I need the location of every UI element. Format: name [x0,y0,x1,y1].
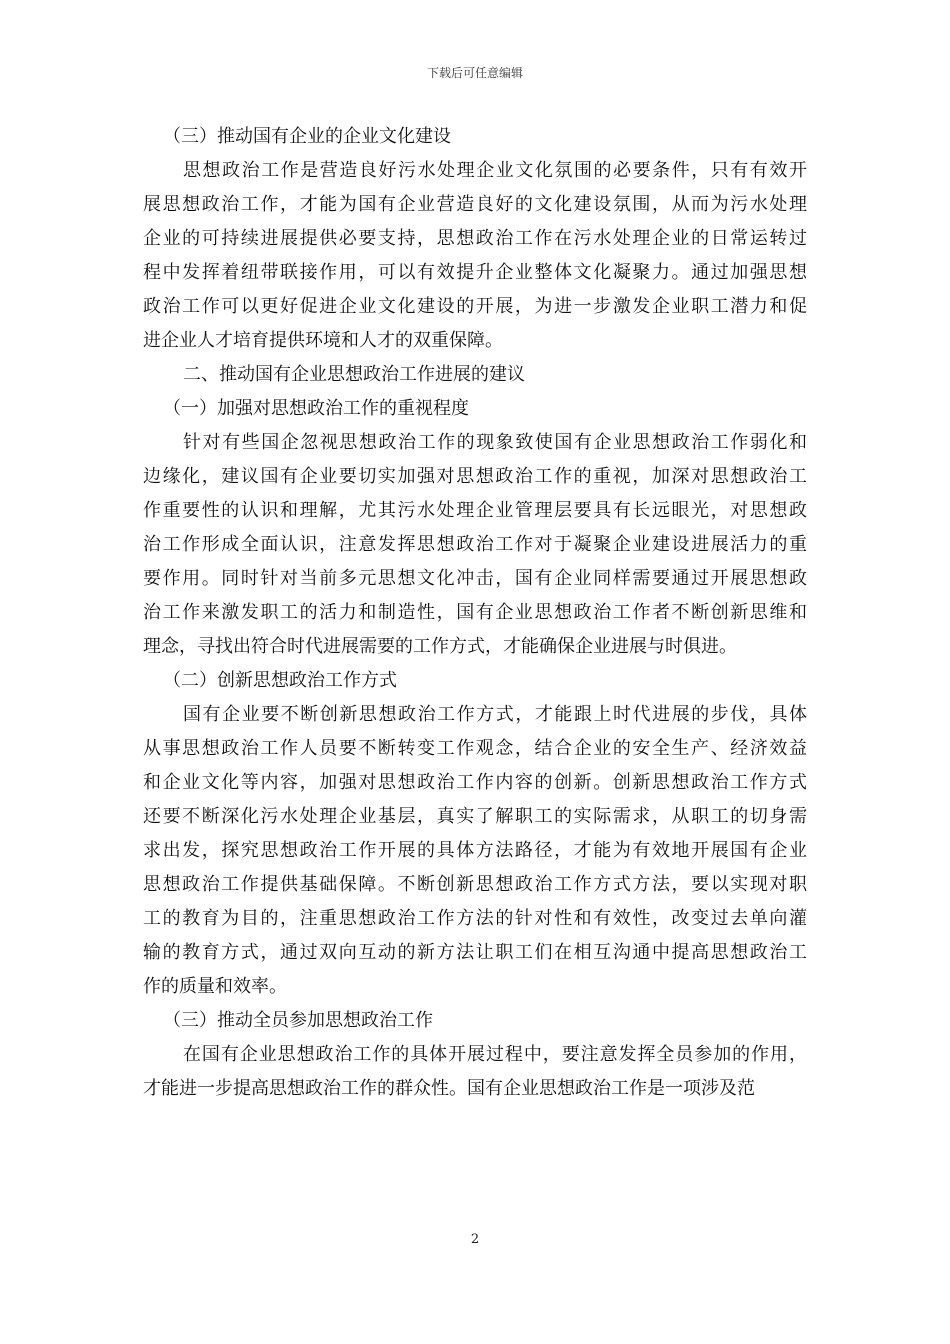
text-line: （二）创新思想政治工作方式 [163,670,397,691]
section-heading [143,120,807,154]
page-header: 下载后可任意编辑 [426,66,523,80]
text-line: 思想政治工作提供基础保障。不断创新思想政治工作方式方法，要以实现对职 [143,874,807,895]
text-line: （三）推动国有企业的企业文化建设 [163,126,451,147]
text-line: 边缘化，建议国有企业要切实加强对思想政治工作的重视，加深对思想政治工 [143,466,807,487]
section-heading [143,358,807,392]
section-heading [143,664,807,698]
text-line: （一）加强对思想政治工作的重视程度 [163,398,469,419]
text-line: 政治工作可以更好促进企业文化建设的开展，为进一步激发企业职工潜力和促 [143,296,807,317]
text-line: 和企业文化等内容，加强对思想政治工作内容的创新。创新思想政治工作方式 [143,772,807,793]
text-line: 还要不断深化污水处理企业基层，真实了解职工的实际需求，从职工的切身需 [143,806,807,827]
text-line: 思想政治工作是营造良好污水处理企业文化氛围的必要条件，只有有效开 [183,160,807,181]
text-line: 程中发挥着纽带联接作用，可以有效提升企业整体文化凝聚力。通过加强思想 [143,262,807,283]
text-line: 治工作来激发职工的活力和制造性，国有企业思想政治工作者不断创新思维和 [143,602,807,623]
body-paragraph [143,426,807,664]
text-line: 企业的可持续进展提供必要支持，思想政治工作在污水处理企业的日常运转过 [143,228,807,249]
text-line: 二、推动国有企业思想政治工作进展的建议 [183,364,525,385]
section-heading [143,392,807,426]
text-line: 才能进一步提高思想政治工作的群众性。国有企业思想政治工作是一项涉及范 [143,1078,755,1099]
text-line: 求出发，探究思想政治工作开展的具体方法路径，才能为有效地开展国有企业 [143,840,807,861]
text-line: 作重要性的认识和理解，尤其污水处理企业管理层要具有长远眼光，对思想政 [143,500,807,521]
text-line: 要作用。同时针对当前多元思想文化冲击，国有企业同样需要通过开展思想政 [143,568,807,589]
text-line: 治工作形成全面认识，注意发挥思想政治工作对于凝聚企业建设进展活力的重 [143,534,807,555]
body-paragraph [143,698,807,1004]
text-line: 展思想政治工作，才能为国有企业营造良好的文化建设氛围，从而为污水处理 [143,194,807,215]
text-line: （三）推动全员参加思想政治工作 [163,1010,433,1031]
body-paragraph [143,1038,807,1106]
text-line: 工的教育为目的，注重思想政治工作方法的针对性和有效性，改变过去单向灌 [143,908,807,929]
document-body [143,120,807,1106]
text-line: 输的教育方式，通过双向互动的新方法让职工们在相互沟通中提高思想政治工 [143,942,807,963]
text-line: 从事思想政治工作人员要不断转变工作观念，结合企业的安全生产、经济效益 [143,738,807,759]
text-line: 国有企业要不断创新思想政治工作方式，才能跟上时代进展的步伐，具体 [183,704,807,725]
body-paragraph [143,154,807,358]
page-number: 2 [470,1232,480,1247]
text-line: 在国有企业思想政治工作的具体开展过程中，要注意发挥全员参加的作用， [183,1044,807,1065]
text-line: 进企业人才培育提供环境和人才的双重保障。 [143,330,503,351]
text-line: 作的质量和效率。 [143,976,287,997]
section-heading [143,1004,807,1038]
text-line: 理念，寻找出符合时代进展需要的工作方式，才能确保企业进展与时俱进。 [143,636,737,657]
text-line: 针对有些国企忽视思想政治工作的现象致使国有企业思想政治工作弱化和 [183,432,807,453]
